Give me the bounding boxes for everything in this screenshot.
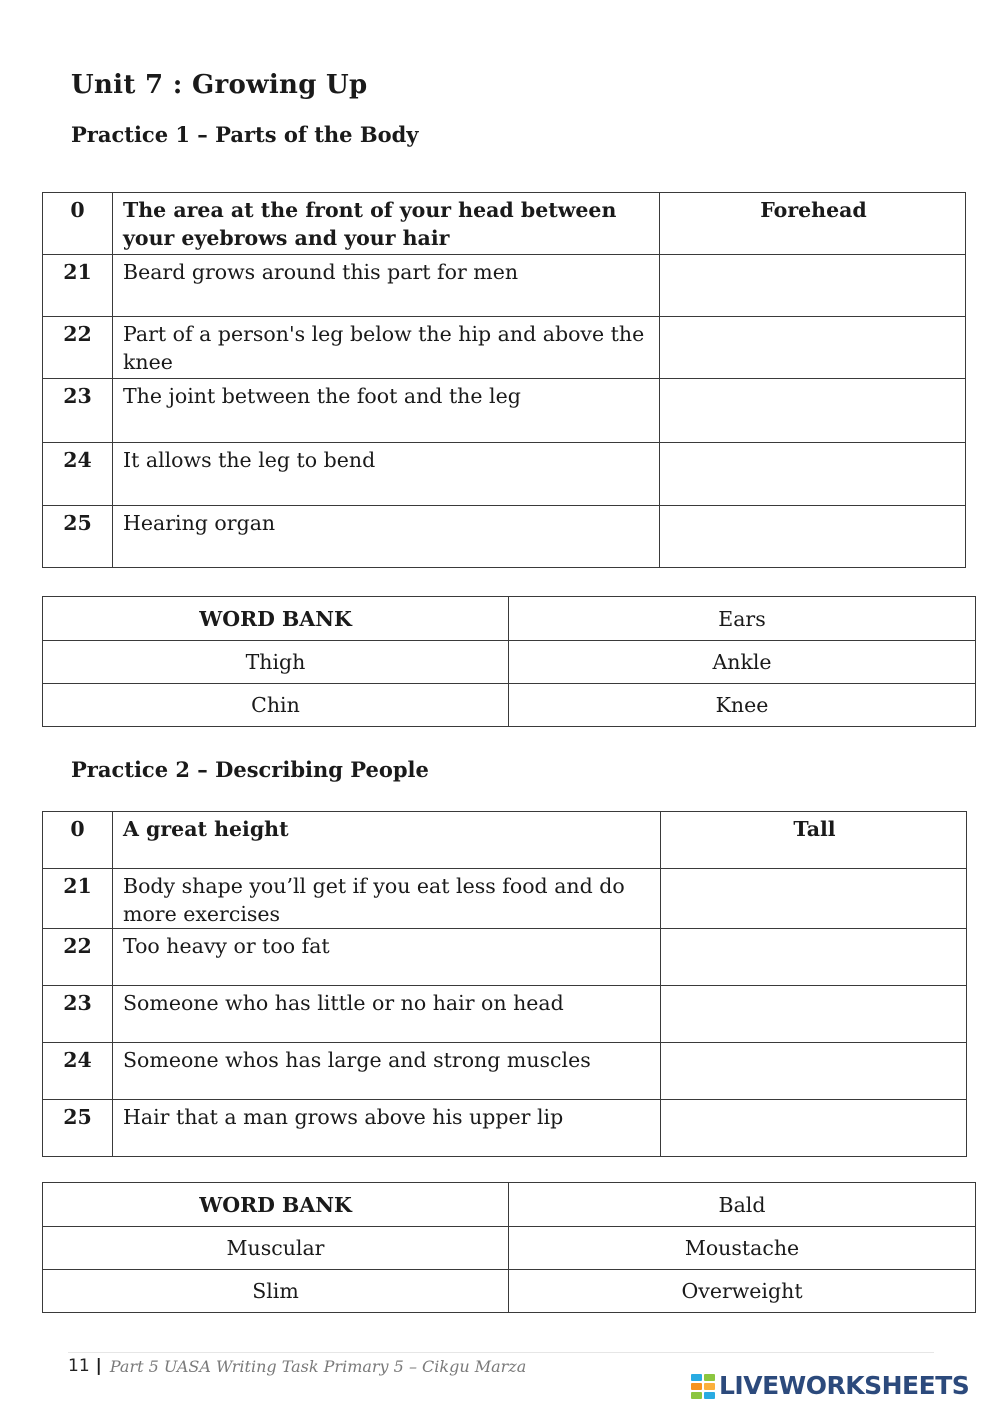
- table-row: [43, 1100, 967, 1157]
- footer-text: Part 5 UASA Writing Task Primary 5 – Cikgu Marza: [109, 1356, 527, 1376]
- word-bank-word: Bald: [509, 1183, 976, 1227]
- table-row: [43, 812, 967, 869]
- row-number: 23: [43, 379, 113, 443]
- practice-1-table: [42, 192, 966, 568]
- answer-field[interactable]: [660, 506, 966, 568]
- table-row: [43, 1227, 976, 1270]
- row-number: 22: [43, 317, 113, 379]
- row-number: 21: [43, 255, 113, 317]
- word-bank-word: Overweight: [509, 1270, 976, 1313]
- row-number: 24: [43, 443, 113, 506]
- row-number: 25: [43, 506, 113, 568]
- row-number: 0: [43, 193, 113, 255]
- question-text: Hair that a man grows above his upper lip: [113, 1100, 661, 1157]
- answer-field[interactable]: [661, 986, 967, 1043]
- row-number: 25: [43, 1100, 113, 1157]
- practice-2-word-bank: [42, 1182, 976, 1313]
- word-bank-title: WORD BANK: [43, 597, 509, 641]
- practice-2-heading: Practice 2 – Describing People: [71, 757, 429, 782]
- question-text: Someone whos has large and strong muscles: [113, 1043, 661, 1100]
- answer-field[interactable]: [661, 1043, 967, 1100]
- practice-1-word-bank: [42, 596, 976, 727]
- word-bank-word: Slim: [43, 1270, 509, 1313]
- word-bank-word: Muscular: [43, 1227, 509, 1270]
- liveworksheets-brand[interactable]: [690, 1371, 969, 1400]
- question-text: Too heavy or too fat: [113, 929, 661, 986]
- word-bank-word: Ankle: [509, 641, 976, 684]
- question-text: Hearing organ: [113, 506, 660, 568]
- table-row: [43, 1043, 967, 1100]
- answer-field[interactable]: [660, 379, 966, 443]
- word-bank-title: WORD BANK: [43, 1183, 509, 1227]
- answer-field[interactable]: [661, 1100, 967, 1157]
- table-row: [43, 1183, 976, 1227]
- question-text: It allows the leg to bend: [113, 443, 660, 506]
- footer-divider: [68, 1352, 934, 1353]
- answer-field[interactable]: [661, 929, 967, 986]
- question-text: A great height: [113, 812, 661, 869]
- page-title: Unit 7 : Growing Up: [71, 70, 368, 100]
- table-row: [43, 317, 966, 379]
- table-row: [43, 986, 967, 1043]
- answer-field[interactable]: [661, 869, 967, 929]
- question-text: Beard grows around this part for men: [113, 255, 660, 317]
- row-number: 23: [43, 986, 113, 1043]
- table-row: [43, 641, 976, 684]
- page-footer: [68, 1356, 526, 1376]
- liveworksheets-wordmark: LIVEWORKSHEETS: [719, 1371, 970, 1400]
- answer-field[interactable]: [660, 255, 966, 317]
- table-row: [43, 684, 976, 727]
- table-row: [43, 255, 966, 317]
- table-row: [43, 597, 976, 641]
- table-row: [43, 929, 967, 986]
- table-row: [43, 443, 966, 506]
- answer-example: Tall: [661, 812, 967, 869]
- table-row: [43, 1270, 976, 1313]
- question-text: Part of a person's leg below the hip and above the knee: [113, 317, 660, 379]
- table-row: [43, 506, 966, 568]
- table-row: [43, 869, 967, 929]
- table-row: [43, 193, 966, 255]
- footer-separator: |: [95, 1356, 102, 1376]
- question-text: Body shape you’ll get if you eat less food and do more exercises: [113, 869, 661, 929]
- word-bank-word: Chin: [43, 684, 509, 727]
- page-number: 11: [68, 1356, 90, 1376]
- row-number: 21: [43, 869, 113, 929]
- question-text: Someone who has little or no hair on head: [113, 986, 661, 1043]
- row-number: 22: [43, 929, 113, 986]
- row-number: 24: [43, 1043, 113, 1100]
- answer-field[interactable]: [660, 317, 966, 379]
- answer-field[interactable]: [660, 443, 966, 506]
- practice-2-table: [42, 811, 967, 1157]
- practice-1-heading: Practice 1 – Parts of the Body: [71, 122, 419, 147]
- answer-example: Forehead: [660, 193, 966, 255]
- question-text: The area at the front of your head between your eyebrows and your hair: [113, 193, 660, 255]
- question-text: The joint between the foot and the leg: [113, 379, 660, 443]
- row-number: 0: [43, 812, 113, 869]
- table-row: [43, 379, 966, 443]
- word-bank-word: Knee: [509, 684, 976, 727]
- word-bank-word: Moustache: [509, 1227, 976, 1270]
- word-bank-word: Thigh: [43, 641, 509, 684]
- word-bank-word: Ears: [509, 597, 976, 641]
- liveworksheets-logo-icon: [690, 1372, 716, 1400]
